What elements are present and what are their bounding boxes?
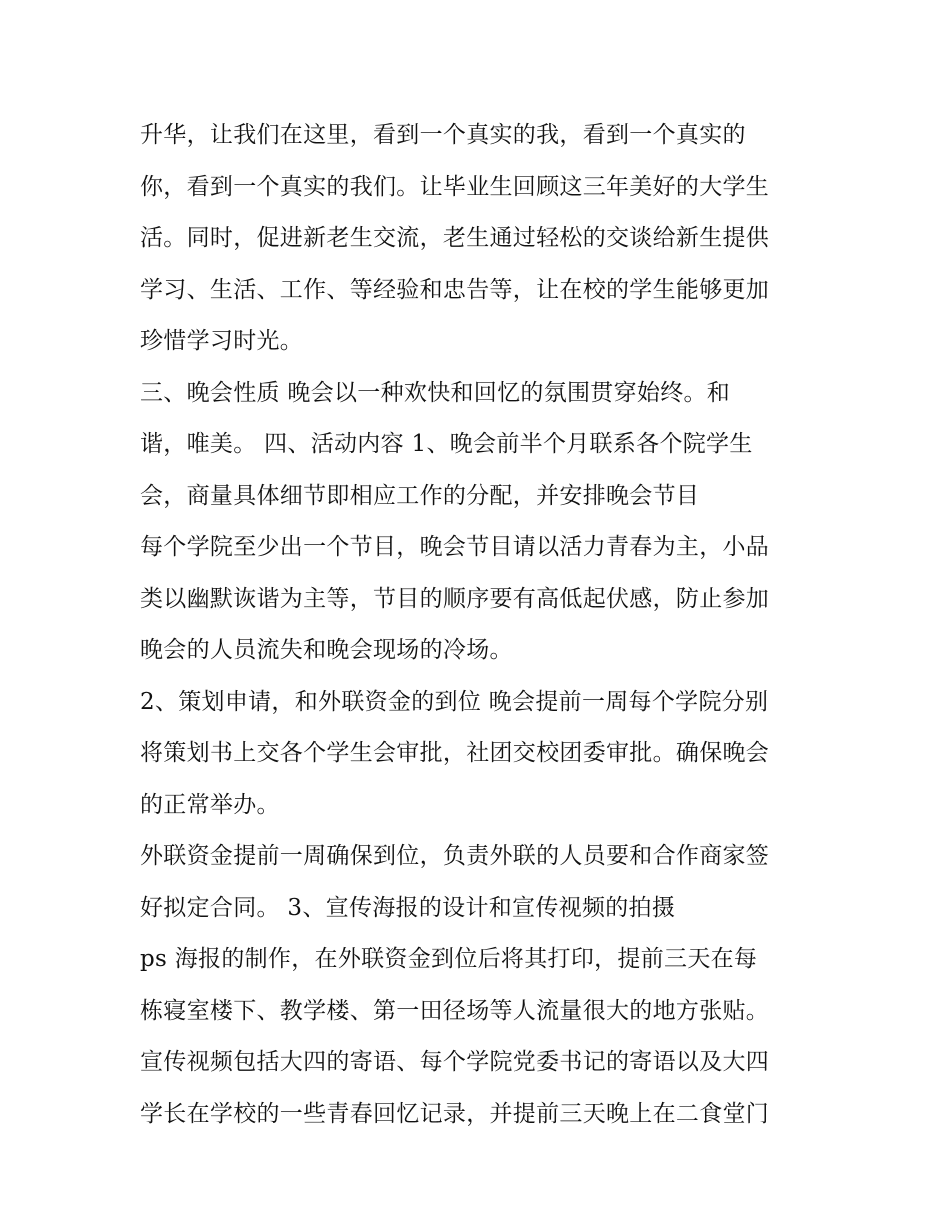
text-line: 2、策划申请，和外联资金的到位 晚会提前一周每个学院分别 xyxy=(140,688,769,715)
text-line: 升华，让我们在这里，看到一个真实的我，看到一个真实的 xyxy=(140,122,746,148)
text-line: 的正常举办。 xyxy=(140,791,280,818)
text-line: 外联资金提前一周确保到位，负责外联的人员要和合作商家签 xyxy=(140,843,770,869)
text-line: 学长在学校的一些青春回忆记录，并提前三天晚上在二食堂门 xyxy=(140,1100,770,1127)
text-line: 三、晚会性质 晚会以一种欢快和回忆的氛围贯穿始终。和 xyxy=(140,379,731,406)
text-line: 会，商量具体细节即相应工作的分配，并安排晚会节目 xyxy=(140,482,700,509)
text-line: 谐，唯美。 四、活动内容 1、晚会前半个月联系各个院学生 xyxy=(140,431,753,457)
text-line: 珍惜学习时光。 xyxy=(140,328,304,354)
text-line: ps 海报的制作，在外联资金到位后将其打印，提前三天在每 xyxy=(140,946,758,972)
text-line: 活。同时，促进新老生交流，老生通过轻松的交谈给新生提供 xyxy=(140,225,770,251)
text-line: 每个学院至少出一个节目，晚会节目请以活力青春为主，小品 xyxy=(140,534,770,560)
document-body xyxy=(140,110,820,1140)
text-line: 好拟定合同。 3、宣传海报的设计和宣传视频的拍摄 xyxy=(140,894,676,921)
text-line: 宣传视频包括大四的寄语、每个学院党委书记的寄语以及大四 xyxy=(140,1049,770,1075)
text-line: 栋寝室楼下、教学楼、第一田径场等人流量很大的地方张贴。 xyxy=(140,997,770,1024)
text-line: 类以幽默诙谐为主等，节目的顺序要有高低起伏感，防止参加 xyxy=(140,585,770,612)
text-line: 你，看到一个真实的我们。让毕业生回顾这三年美好的大学生 xyxy=(140,173,770,200)
text-line: 学习、生活、工作、等经验和忠告等，让在校的学生能够更加 xyxy=(140,276,770,303)
text-line: 晚会的人员流失和晚会现场的冷场。 xyxy=(140,637,513,663)
text-line: 将策划书上交各个学生会审批，社团交校团委审批。确保晚会 xyxy=(140,740,770,766)
